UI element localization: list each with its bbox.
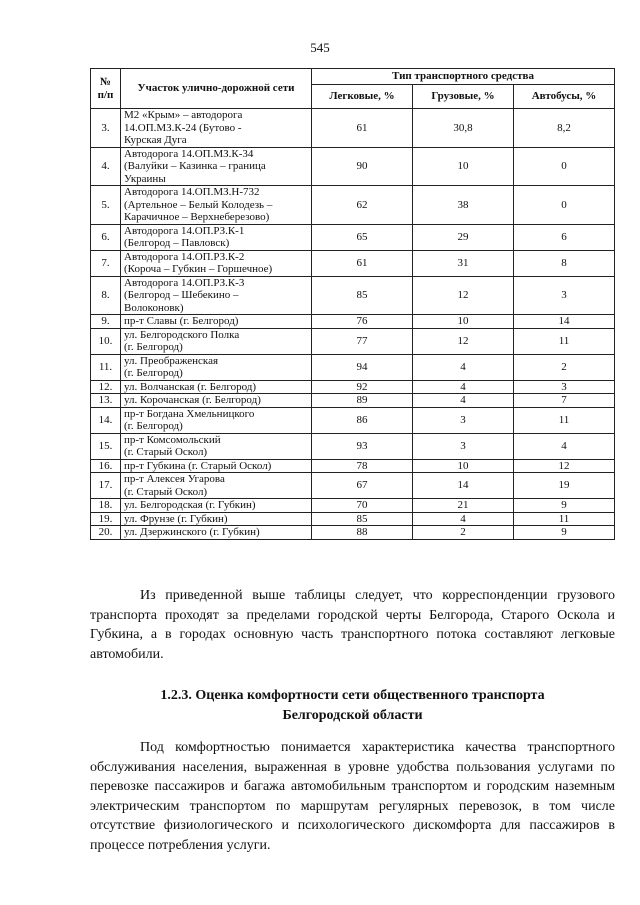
row-cars-percent: 85 xyxy=(312,512,413,526)
table-row xyxy=(91,354,615,380)
row-trucks-percent: 10 xyxy=(413,459,514,473)
row-section: ул. Корочанская (г. Белгород) xyxy=(121,394,312,408)
row-buses-percent: 12 xyxy=(514,459,615,473)
row-section: Автодорога 14.ОП.МЗ.Н-732 (Артельное – Белый Колодезь – Карачичное – Верхнеберезово) xyxy=(121,186,312,225)
row-number: 20. xyxy=(91,526,121,540)
row-number: 5. xyxy=(91,186,121,225)
table-row xyxy=(91,433,615,459)
row-number: 18. xyxy=(91,499,121,513)
header-vehicle-type: Тип транспортного средства xyxy=(312,69,615,85)
table-row xyxy=(91,499,615,513)
row-buses-percent: 11 xyxy=(514,407,615,433)
header-cars: Легковые, % xyxy=(312,85,413,109)
table-row xyxy=(91,512,615,526)
table-row xyxy=(91,459,615,473)
row-cars-percent: 93 xyxy=(312,433,413,459)
paragraph-comfort-definition: Под комфортностью понимается характеристика качества транспортного обслуживания населения, выраженная в уровне удобства пользования услугами по перевозке пассажиров и багажа автомобильным транспортом и городским наземным электрическим транспортом по маршрутам регулярных перевозок, в том числе отсутствие физиологического и психологического дискомфорта для пассажиров в процессе потребления услуги. xyxy=(90,740,615,853)
row-number: 11. xyxy=(91,354,121,380)
row-cars-percent: 86 xyxy=(312,407,413,433)
row-trucks-percent: 21 xyxy=(413,499,514,513)
row-cars-percent: 85 xyxy=(312,276,413,315)
row-trucks-percent: 4 xyxy=(413,380,514,394)
row-number: 3. xyxy=(91,109,121,148)
row-trucks-percent: 38 xyxy=(413,186,514,225)
table-row xyxy=(91,328,615,354)
row-trucks-percent: 29 xyxy=(413,224,514,250)
row-cars-percent: 78 xyxy=(312,459,413,473)
row-trucks-percent: 2 xyxy=(413,526,514,540)
row-buses-percent: 6 xyxy=(514,224,615,250)
header-trucks: Грузовые, % xyxy=(413,85,514,109)
row-buses-percent: 8 xyxy=(514,250,615,276)
row-buses-percent: 9 xyxy=(514,499,615,513)
row-cars-percent: 77 xyxy=(312,328,413,354)
row-trucks-percent: 10 xyxy=(413,147,514,186)
row-number: 13. xyxy=(91,394,121,408)
table-row xyxy=(91,109,615,148)
row-cars-percent: 62 xyxy=(312,186,413,225)
table-row xyxy=(91,473,615,499)
row-cars-percent: 92 xyxy=(312,380,413,394)
row-buses-percent: 11 xyxy=(514,512,615,526)
row-buses-percent: 2 xyxy=(514,354,615,380)
header-buses: Автобусы, % xyxy=(514,85,615,109)
table-row xyxy=(91,380,615,394)
table-row xyxy=(91,526,615,540)
row-section: Автодорога 14.ОП.МЗ.К-34 (Валуйки – Казинка – граница Украины xyxy=(121,147,312,186)
row-trucks-percent: 30,8 xyxy=(413,109,514,148)
row-number: 4. xyxy=(91,147,121,186)
row-trucks-percent: 12 xyxy=(413,328,514,354)
row-number: 14. xyxy=(91,407,121,433)
row-section: Автодорога 14.ОП.РЗ.К-3 (Белгород – Шебекино – Волоконовк) xyxy=(121,276,312,315)
row-trucks-percent: 3 xyxy=(413,433,514,459)
row-buses-percent: 0 xyxy=(514,147,615,186)
row-section: Автодорога 14.ОП.РЗ.К-1 (Белгород – Павловск) xyxy=(121,224,312,250)
table-row xyxy=(91,250,615,276)
row-cars-percent: 65 xyxy=(312,224,413,250)
table-row xyxy=(91,407,615,433)
row-section: пр-т Губкина (г. Старый Оскол) xyxy=(121,459,312,473)
row-section: пр-т Богдана Хмельницкого (г. Белгород) xyxy=(121,407,312,433)
row-cars-percent: 61 xyxy=(312,109,413,148)
row-trucks-percent: 4 xyxy=(413,512,514,526)
row-section: ул. Дзержинского (г. Губкин) xyxy=(121,526,312,540)
header-section: Участок улично-дорожной сети xyxy=(121,69,312,109)
row-buses-percent: 19 xyxy=(514,473,615,499)
row-trucks-percent: 3 xyxy=(413,407,514,433)
row-trucks-percent: 31 xyxy=(413,250,514,276)
row-number: 8. xyxy=(91,276,121,315)
row-section: ул. Белгородская (г. Губкин) xyxy=(121,499,312,513)
traffic-share-table xyxy=(90,68,615,540)
row-number: 17. xyxy=(91,473,121,499)
row-number: 16. xyxy=(91,459,121,473)
header-num: № п/п xyxy=(91,69,121,109)
table-row xyxy=(91,147,615,186)
paragraph-conclusion: Из приведенной выше таблицы следует, что корреспонденции грузового транспорта проходят за пределами городской черты Белгорода, Старого Оскола и Губкина, а в городах основную часть транспортного потока составляют легковые автомобили. xyxy=(90,588,615,662)
row-section: М2 «Крым» – автодорога 14.ОП.МЗ.К-24 (Бутово - Курская Дуга xyxy=(121,109,312,148)
row-cars-percent: 89 xyxy=(312,394,413,408)
table-row xyxy=(91,186,615,225)
table-row xyxy=(91,315,615,329)
row-cars-percent: 90 xyxy=(312,147,413,186)
row-section: пр-т Алексея Угарова (г. Старый Оскол) xyxy=(121,473,312,499)
row-trucks-percent: 10 xyxy=(413,315,514,329)
row-buses-percent: 0 xyxy=(514,186,615,225)
row-buses-percent: 14 xyxy=(514,315,615,329)
row-section: Автодорога 14.ОП.РЗ.К-2 (Короча – Губкин – Горшечное) xyxy=(121,250,312,276)
row-buses-percent: 3 xyxy=(514,380,615,394)
row-trucks-percent: 4 xyxy=(413,354,514,380)
row-buses-percent: 4 xyxy=(514,433,615,459)
row-trucks-percent: 12 xyxy=(413,276,514,315)
row-buses-percent: 7 xyxy=(514,394,615,408)
row-section: пр-т Комсомольский (г. Старый Оскол) xyxy=(121,433,312,459)
row-number: 10. xyxy=(91,328,121,354)
row-buses-percent: 9 xyxy=(514,526,615,540)
row-section: ул. Волчанская (г. Белгород) xyxy=(121,380,312,394)
row-number: 9. xyxy=(91,315,121,329)
section-heading: 1.2.3. Оценка комфортности сети общественного транспорта Белгородской области xyxy=(160,688,545,723)
row-number: 15. xyxy=(91,433,121,459)
row-number: 7. xyxy=(91,250,121,276)
row-cars-percent: 67 xyxy=(312,473,413,499)
table-header-row xyxy=(91,69,615,85)
page-number: 545 xyxy=(310,40,330,55)
row-number: 19. xyxy=(91,512,121,526)
row-section: ул. Преображенская (г. Белгород) xyxy=(121,354,312,380)
row-buses-percent: 11 xyxy=(514,328,615,354)
row-cars-percent: 94 xyxy=(312,354,413,380)
table-row xyxy=(91,276,615,315)
table-row xyxy=(91,224,615,250)
row-number: 12. xyxy=(91,380,121,394)
row-cars-percent: 88 xyxy=(312,526,413,540)
row-buses-percent: 8,2 xyxy=(514,109,615,148)
row-buses-percent: 3 xyxy=(514,276,615,315)
row-section: ул. Фрунзе (г. Губкин) xyxy=(121,512,312,526)
table-body xyxy=(91,109,615,540)
row-section: пр-т Славы (г. Белгород) xyxy=(121,315,312,329)
row-cars-percent: 70 xyxy=(312,499,413,513)
row-section: ул. Белгородского Полка (г. Белгород) xyxy=(121,328,312,354)
row-trucks-percent: 4 xyxy=(413,394,514,408)
row-cars-percent: 76 xyxy=(312,315,413,329)
row-number: 6. xyxy=(91,224,121,250)
row-cars-percent: 61 xyxy=(312,250,413,276)
table-row xyxy=(91,394,615,408)
row-trucks-percent: 14 xyxy=(413,473,514,499)
